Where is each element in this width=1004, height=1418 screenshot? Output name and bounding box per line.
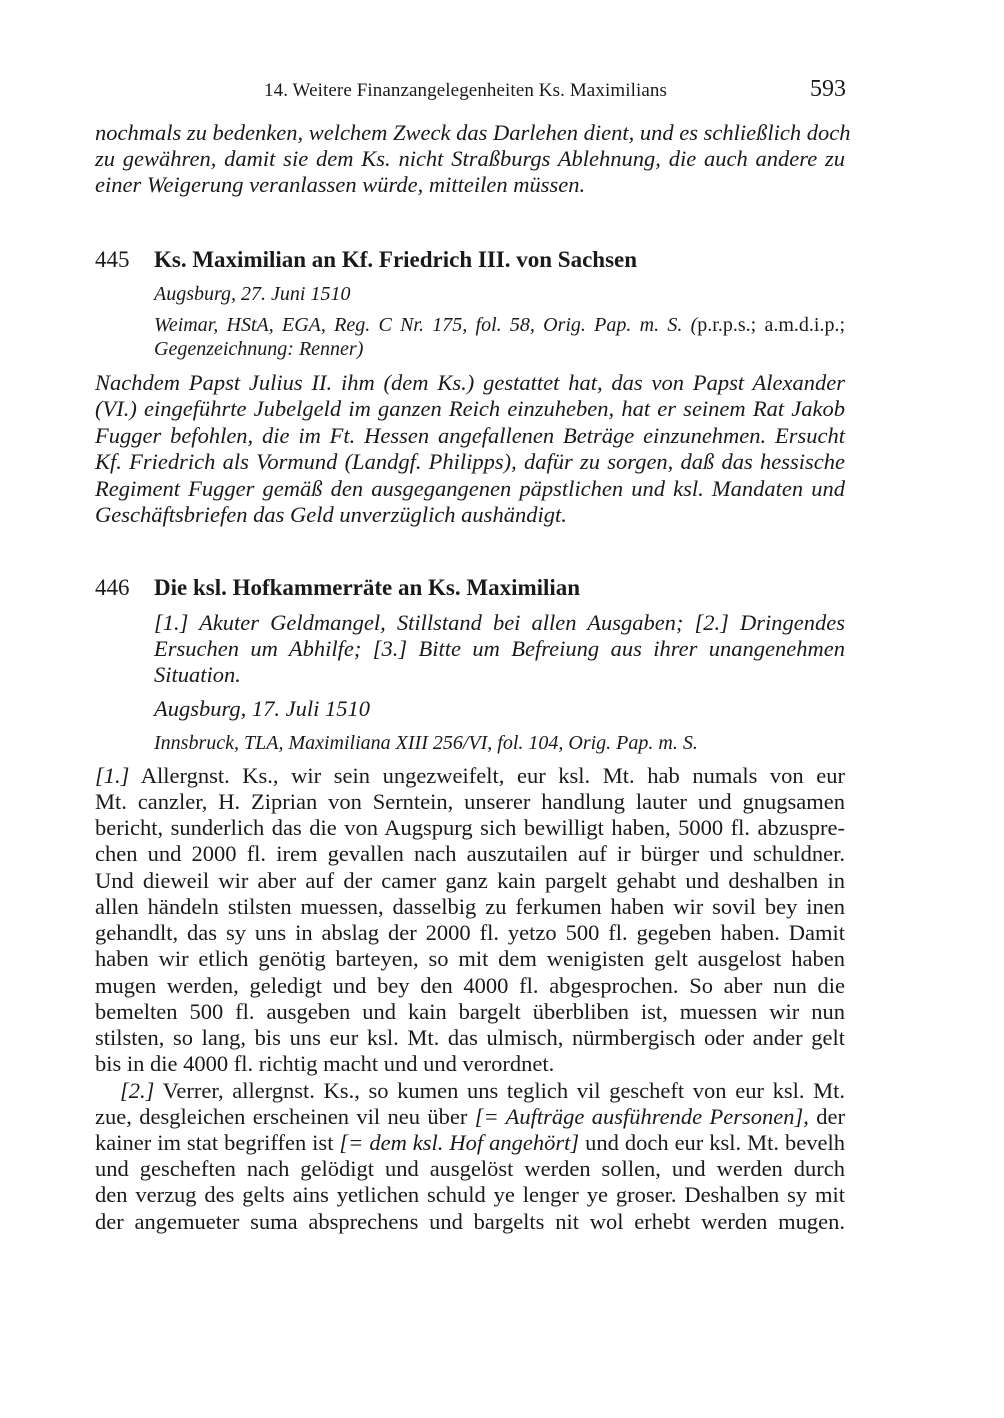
text-line: allen händeln stilsten muessen, dasselbig zu ferkumen haben wir sovil bey inen <box>95 894 845 919</box>
page-number: 593 <box>810 76 846 102</box>
text-line: [1.] Akuter Geldmangel, Stillstand bei allen Ausgaben; [2.] Dringendes <box>154 610 845 635</box>
text-line: (VI.) eingeführte Jubelgeld im ganzen Reich einzuheben, hat er seinem Rat Jakob <box>95 396 845 421</box>
section-marker: [1.] <box>95 763 130 788</box>
text-line: stilsten, so lang, bis uns eur ksl. Mt. das ulmisch, nürmbergisch oder ander gelt <box>95 1025 845 1050</box>
entry-date: Augsburg, 27. Juni 1510 <box>154 283 351 305</box>
text-line: gehandlt, das sy uns in abslag der 2000 fl. yetzo 500 fl. gegeben haben. Damit <box>95 920 845 945</box>
entry-date: Augsburg, 17. Juli 1510 <box>154 696 371 721</box>
text-line: zu gewähren, damit sie dem Ks. nicht Straßburgs Ablehnung, die auch andere zu <box>95 146 845 171</box>
text-line: bericht, sunderlich das die von Augspurg sich bewilligt haben, 5000 fl. abzuspre- <box>95 815 845 840</box>
running-title: 14. Weitere Finanzangelegenheiten Ks. Maximilians <box>264 80 667 101</box>
text-line: Geschäftsbriefen das Geld unverzüglich aushändigt. <box>95 502 567 527</box>
text-line: mugen werden, geledigt und bey den 4000 fl. abgesprochen. So aber nun die <box>95 973 845 998</box>
text-line: kainer im stat begriffen ist [= dem ksl. Hof angehört] und doch eur ksl. Mt. bevelh <box>95 1130 845 1155</box>
text-line: nochmals zu bedenken, welchem Zweck das Darlehen dient, und es schließlich doch <box>95 120 851 145</box>
text-line: Regiment Fugger gemäß den ausgegangenen päpstlichen und ksl. Mandaten und <box>95 476 845 501</box>
entry-source <box>154 313 845 337</box>
entry-source: Innsbruck, TLA, Maximiliana XIII 256/VI, fol. 104, Orig. Pap. m. S. <box>154 732 698 754</box>
text-line: Mt. canzler, H. Ziprian von Serntein, unserer handlung lauter und gnugsamen <box>95 789 845 814</box>
text-line: der angemueter suma absprechens und bargelts nit wol erhebt werden mugen. <box>95 1209 845 1234</box>
text-line: Fugger befohlen, die im Ft. Hessen angefallenen Beträge einzunehmen. Ersucht <box>95 423 845 448</box>
entry-source-cont: Gegenzeichnung: Renner) <box>154 338 364 360</box>
text-line: einer Weigerung veranlassen würde, mitteilen müssen. <box>95 172 586 197</box>
text-line: [2.] Verrer, allergnst. Ks., so kumen uns teglich vil gescheft von eur ksl. Mt. <box>120 1078 845 1103</box>
text-line: chen und 2000 fl. irem gevallen nach auszutailen auf ir bürger und schuldner. <box>95 841 845 866</box>
text-line: haben wir etlich genötig barteyen, so mit dem wenigisten gelt ausgelost haben <box>95 946 845 971</box>
entry-number: 446 <box>95 575 130 600</box>
text-line: Und dieweil wir aber auf der camer ganz kain pargelt gehabt und deshalben in <box>95 868 845 893</box>
text-line: Situation. <box>154 662 241 687</box>
entry-number: 445 <box>95 247 130 272</box>
text-line: [1.] Allergnst. Ks., wir sein ungezweifelt, eur ksl. Mt. hab numals von eur <box>95 763 845 788</box>
source-roman: p.r.p.s.; a.m.d.i.p.; <box>697 314 845 336</box>
text-line: den verzug des gelts ains yetlichen schuld ye lenger ye groser. Deshalben sy mit <box>95 1182 845 1207</box>
entry-heading <box>95 247 637 273</box>
text-line: bemelten 500 fl. ausgeben und kain bargelt überbliben ist, muessen wir nun <box>95 999 845 1024</box>
text-line: Ersuchen um Abhilfe; [3.] Bitte um Befreiung aus ihrer unangenehmen <box>154 636 845 661</box>
text-line: Nachdem Papst Julius II. ihm (dem Ks.) gestattet hat, das von Papst Alexander <box>95 370 845 395</box>
text-line: zue, desgleichen erscheinen vil neu über [= Aufträge ausführende Personen], der <box>95 1104 845 1129</box>
source-italic: Weimar, HStA, EGA, Reg. C Nr. 175, fol. 58, Orig. Pap. m. S. ( <box>154 314 698 336</box>
editorial-note: [= Aufträge ausführende Personen] <box>474 1104 804 1129</box>
text-line: bis in die 4000 fl. richtig macht und und verordnet. <box>95 1051 555 1076</box>
entry-heading <box>95 575 580 601</box>
text-line: und gescheften nach gelödigt und ausgelöst werden sollen, und werden durch <box>95 1156 845 1181</box>
editorial-note: [= dem ksl. Hof angehört] <box>339 1130 580 1155</box>
section-marker: [2.] <box>120 1078 155 1103</box>
text-line: Kf. Friedrich als Vormund (Landgf. Philipps), dafür zu sorgen, daß das hessische <box>95 449 845 474</box>
entry-title: Ks. Maximilian an Kf. Friedrich III. von Sachsen <box>154 247 638 272</box>
entry-title: Die ksl. Hofkammerräte an Ks. Maximilian <box>154 575 581 600</box>
